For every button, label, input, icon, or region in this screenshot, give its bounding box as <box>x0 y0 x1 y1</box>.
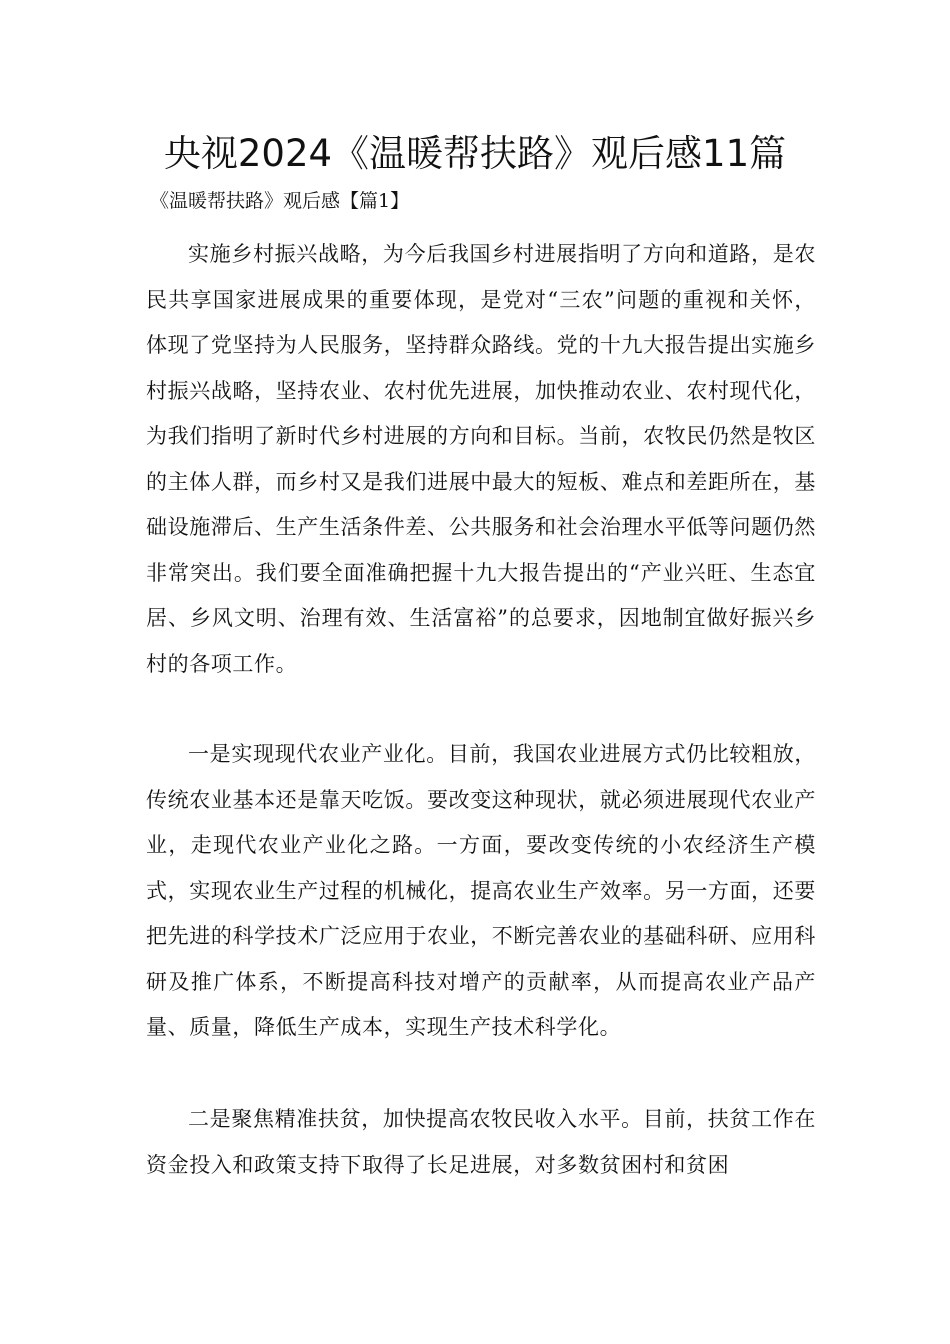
paragraph-2: 一是实现现代农业产业化。目前，我国农业进展方式仍比较粗放，传统农业基本还是靠天吃饭。要改变这种现状，就必须进展现代农业产业，走现代农业产业化之路。一方面，要改变传统的小农经济生产模式，实现农业生产过程的机械化，提高农业生产效率。另一方面，还要把先进的科学技术广泛应用于农业，不断完善农业的基础科研、应用科研及推广体系，不断提高科技对增产的贡献率，从而提高农业产品产量、质量，降低生产成本，实现生产技术科学化。 <box>146 742 816 1039</box>
paragraph-3: 二是聚焦精准扶贫，加快提高农牧民收入水平。目前，扶贫工作在资金投入和政策支持下取得了长足进展，对多数贫困村和贫困 <box>146 1107 816 1177</box>
section-heading: 《温暖帮扶路》观后感【篇1】 <box>150 190 410 212</box>
paragraph-1: 实施乡村振兴战略，为今后我国乡村进展指明了方向和道路，是农民共享国家进展成果的重要体现，是党对“三农”问题的重视和关怀，体现了党坚持为人民服务，坚持群众路线。党的十九大报告提出实施乡村振兴战略，坚持农业、农村优先进展，加快推动农业、农村现代化，为我们指明了新时代乡村进展的方向和目标。当前，农牧民仍然是牧区的主体人群，而乡村又是我们进展中最大的短板、难点和差距所在，基础设施滞后、生产生活条件差、公共服务和社会治理水平低等问题仍然非常突出。我们要全面准确把握十九大报告提出的“产业兴旺、生态宜居、乡风文明、治理有效、生活富裕”的总要求，因地制宜做好振兴乡村的各项工作。 <box>146 242 816 676</box>
document-title: 央视2024《温暖帮扶路》观后感11篇 <box>163 132 787 175</box>
